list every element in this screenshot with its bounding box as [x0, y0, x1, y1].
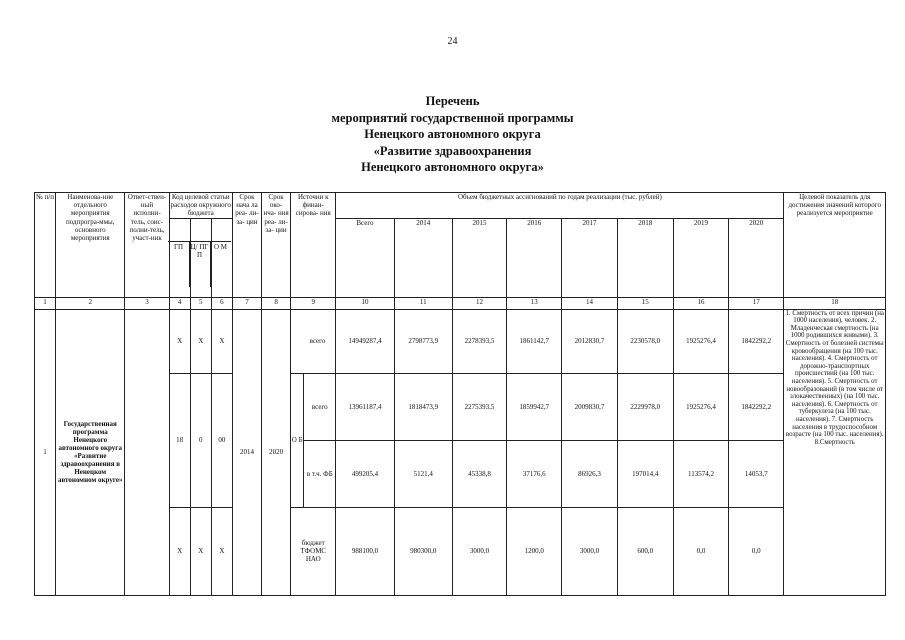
- value-2017: 2009830,7: [562, 373, 617, 440]
- value-2020: 14053,7: [729, 440, 784, 507]
- value-2020: 0,0: [729, 507, 784, 595]
- header-year-2016: 2016: [507, 218, 562, 297]
- document-title: [0, 93, 905, 176]
- value-total: 988100,0: [336, 507, 394, 595]
- header-target: Целевой показатель для достижения значений которого реализуется мероприятие: [784, 193, 886, 298]
- value-2015: 2275393,5: [452, 373, 506, 440]
- value-2018: 600,0: [617, 507, 673, 595]
- value-2014: 980300,0: [394, 507, 452, 595]
- col-num-16: 16: [673, 297, 728, 309]
- code-cpg: 0: [190, 373, 211, 507]
- value-2015: 2278393,5: [452, 309, 506, 373]
- row-num: 1: [35, 309, 56, 595]
- header-row: [35, 193, 886, 219]
- code-om-x: Х: [211, 309, 232, 373]
- title-line-5: Ненецкого автономного округа»: [361, 160, 544, 174]
- title-line-3: Ненецкого автономного округа: [364, 127, 541, 141]
- title-line-2: мероприятий государственной программы: [331, 110, 574, 125]
- value-2019: 0,0: [673, 507, 728, 595]
- col-num-15: 15: [617, 297, 673, 309]
- col-num-8: 8: [262, 297, 291, 309]
- value-2014: 1818473,9: [394, 373, 452, 440]
- ob-label: О Б: [291, 373, 304, 507]
- program-name: Государственная программа Ненецкого автономного округа «Развитие здравоохранения в Ненецком автономном округе»: [56, 309, 125, 595]
- col-num-3: 3: [125, 297, 169, 309]
- code-gp-x: Х: [169, 309, 190, 373]
- col-num-1: 1: [35, 297, 56, 309]
- value-2014: 2798773,9: [394, 309, 452, 373]
- target-indicators: 1. Смертность от всех причин (на 1000 населения), человек. 2. Младенческая смертность (на 1000 родившихся живыми). 3. Смертность от болезней системы кровообращения (на 100 тыс. населения). 4. Смертность от дорожно-транспортных происшествий (на 100 тыс. населения). 5. Смертность от новообразований (в том числе от злокачественных) (на 100 тыс. населения). 6. Смертность от туберкулеза (на 100 тыс. населения). 7. Смертность населения в трудоспособном возрасте (на 100 тыс. населения). 8.Смертность: [784, 309, 886, 595]
- program-activities-table: [34, 192, 886, 596]
- header-name: Наименова-ние отдельного мероприятия подпрогра-ммы, основного мероприятия: [56, 193, 125, 298]
- source-fb: в т.ч. ФБ: [304, 440, 336, 507]
- code-gp-header: ГП: [173, 243, 184, 251]
- header-num: № п/п: [35, 193, 56, 298]
- value-2016: 1859942,7: [507, 373, 562, 440]
- col-num-5: 5: [190, 297, 211, 309]
- title-line-1: Перечень: [425, 94, 480, 108]
- header-year-2015: 2015: [452, 218, 506, 297]
- header-responsible: Ответ-ствен-ный исполни-тель, соис-полни-тель, участ-ник: [125, 193, 169, 298]
- header-year-2014: 2014: [394, 218, 452, 297]
- code-cpg-header: Ц/ ПГ П: [190, 243, 209, 259]
- header-code: Код целевой статьи расходов окружного бюджета: [170, 193, 231, 218]
- value-2018: 2229978,0: [617, 373, 673, 440]
- header-start: Срок нача ла реа- ли- за- ции: [232, 193, 261, 298]
- col-num-13: 13: [507, 297, 562, 309]
- code-subheaders: [168, 241, 231, 287]
- value-2019: 1925276,4: [673, 373, 728, 440]
- value-2017: 3000,0: [562, 507, 617, 595]
- value-2016: 1861142,7: [507, 309, 562, 373]
- header-year-2019: 2019: [673, 218, 728, 297]
- code-om: 00: [211, 373, 232, 507]
- col-num-6: 6: [211, 297, 232, 309]
- value-2016: 37176,6: [507, 440, 562, 507]
- header-year-2018: 2018: [617, 218, 673, 297]
- code-om-header: О М: [213, 243, 228, 251]
- header-year-2017: 2017: [562, 218, 617, 297]
- start-year: 2014: [232, 309, 261, 595]
- source-total-1: всего: [291, 309, 336, 373]
- col-num-12: 12: [452, 297, 506, 309]
- value-2020: 1842292,2: [729, 373, 784, 440]
- value-2019: 113574,2: [673, 440, 728, 507]
- page-number: 24: [447, 36, 458, 47]
- col-num-4: 4: [169, 297, 190, 309]
- title-line-4: «Развитие здравоохранения: [373, 143, 532, 158]
- code-gp: 18: [169, 373, 190, 507]
- col-num-7: 7: [232, 297, 261, 309]
- header-total: Всего: [336, 218, 394, 297]
- value-total: 13961187,4: [336, 373, 394, 440]
- value-2019: 1925276,4: [673, 309, 728, 373]
- value-2020: 1842292,2: [729, 309, 784, 373]
- col-num-9: 9: [291, 297, 336, 309]
- header-budget: Объем бюджетных ассигнований по годам реализации (тыс. рублей): [336, 193, 784, 219]
- value-2018: 2230578,0: [617, 309, 673, 373]
- responsible-cell: [125, 309, 169, 595]
- source-total-2: всего: [304, 373, 336, 440]
- col-num-14: 14: [562, 297, 617, 309]
- col-num-18: 18: [784, 297, 886, 309]
- code-gp-x: Х: [169, 507, 190, 595]
- value-2017: 86926,3: [562, 440, 617, 507]
- code-cpg-x: Х: [190, 507, 211, 595]
- value-2014: 5121,4: [394, 440, 452, 507]
- end-year: 2020: [262, 309, 291, 595]
- value-2015: 45338,8: [452, 440, 506, 507]
- value-2018: 197014,4: [617, 440, 673, 507]
- col-num-2: 2: [56, 297, 125, 309]
- code-om-x: Х: [211, 507, 232, 595]
- value-2017: 2012830,7: [562, 309, 617, 373]
- value-total: 14949287,4: [336, 309, 394, 373]
- header-source: Источни к финан- сирова- ния: [291, 193, 336, 298]
- header-year-2020: 2020: [729, 218, 784, 297]
- source-tfoms: бюджет ТФОМС НАО: [291, 507, 336, 595]
- col-num-11: 11: [394, 297, 452, 309]
- value-2015: 3000,0: [452, 507, 506, 595]
- col-num-10: 10: [336, 297, 394, 309]
- table-row: [35, 309, 886, 373]
- value-total: 499205,4: [336, 440, 394, 507]
- value-2016: 1200,0: [507, 507, 562, 595]
- col-num-17: 17: [729, 297, 784, 309]
- code-cpg-x: Х: [190, 309, 211, 373]
- column-numbers-row: [35, 297, 886, 309]
- header-end: Срок око- нча- ния реа- ли- за- ции: [262, 193, 291, 298]
